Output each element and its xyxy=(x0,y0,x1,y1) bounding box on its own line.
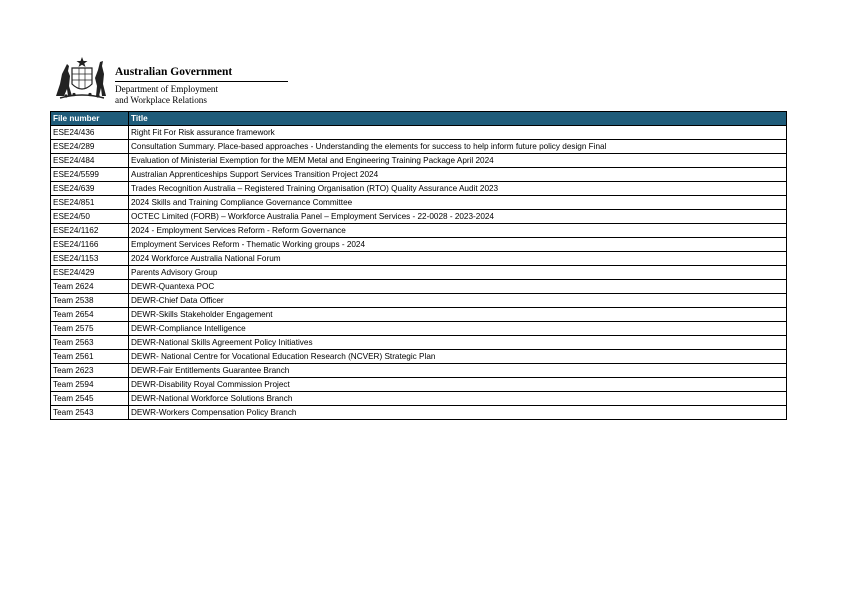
table-row xyxy=(51,364,787,378)
file-number-cell: Team 2545 xyxy=(51,392,129,406)
title-cell: DEWR-Workers Compensation Policy Branch xyxy=(129,406,787,420)
table-row xyxy=(51,140,787,154)
title-cell: DEWR-National Workforce Solutions Branch xyxy=(129,392,787,406)
government-logo xyxy=(52,56,242,108)
file-number-cell: Team 2594 xyxy=(51,378,129,392)
title-cell: Right Fit For Risk assurance framework xyxy=(129,126,787,140)
table-row xyxy=(51,168,787,182)
table-row xyxy=(51,252,787,266)
table-row xyxy=(51,182,787,196)
table-row xyxy=(51,224,787,238)
file-number-cell: ESE24/436 xyxy=(51,126,129,140)
title-cell: DEWR-Fair Entitlements Guarantee Branch xyxy=(129,364,787,378)
title-cell: DEWR-Quantexa POC xyxy=(129,280,787,294)
table-row xyxy=(51,294,787,308)
file-number-cell: ESE24/1153 xyxy=(51,252,129,266)
file-number-cell: Team 2538 xyxy=(51,294,129,308)
title-cell: DEWR-Skills Stakeholder Engagement xyxy=(129,308,787,322)
file-number-cell: ESE24/1162 xyxy=(51,224,129,238)
title-cell: 2024 - Employment Services Reform - Reform Governance xyxy=(129,224,787,238)
file-number-cell: ESE24/5599 xyxy=(51,168,129,182)
file-number-cell: Team 2654 xyxy=(51,308,129,322)
title-cell: OCTEC Limited (FORB) – Workforce Australia Panel – Employment Services - 22-0028 - 2023-2024 xyxy=(129,210,787,224)
table-row xyxy=(51,322,787,336)
table-body xyxy=(51,126,787,420)
table-row xyxy=(51,378,787,392)
title-cell: Parents Advisory Group xyxy=(129,266,787,280)
title-cell: 2024 Workforce Australia National Forum xyxy=(129,252,787,266)
table-row xyxy=(51,210,787,224)
title-cell: DEWR- National Centre for Vocational Education Research (NCVER) Strategic Plan xyxy=(129,350,787,364)
title-cell: Consultation Summary. Place-based approaches - Understanding the elements for success to help inform future policy design Final xyxy=(129,140,787,154)
table-row xyxy=(51,266,787,280)
table-row xyxy=(51,126,787,140)
title-cell: Employment Services Reform - Thematic Working groups - 2024 xyxy=(129,238,787,252)
file-number-cell: ESE24/639 xyxy=(51,182,129,196)
file-number-cell: ESE24/50 xyxy=(51,210,129,224)
title-cell: Australian Apprenticeships Support Services Transition Project 2024 xyxy=(129,168,787,182)
title-cell: DEWR-National Skills Agreement Policy Initiatives xyxy=(129,336,787,350)
title-cell: DEWR-Compliance Intelligence xyxy=(129,322,787,336)
department-line-2: and Workplace Relations xyxy=(115,95,207,105)
file-number-cell: Team 2563 xyxy=(51,336,129,350)
title-cell: 2024 Skills and Training Compliance Governance Committee xyxy=(129,196,787,210)
department-name xyxy=(115,84,218,106)
file-number-cell: Team 2575 xyxy=(51,322,129,336)
logo-divider xyxy=(115,81,288,82)
file-number-cell: ESE24/484 xyxy=(51,154,129,168)
table-row xyxy=(51,238,787,252)
title-cell: DEWR-Chief Data Officer xyxy=(129,294,787,308)
table-row xyxy=(51,336,787,350)
table-row xyxy=(51,280,787,294)
title-cell: Evaluation of Ministerial Exemption for the MEM Metal and Engineering Training Package April 2024 xyxy=(129,154,787,168)
table-header-row xyxy=(51,112,787,126)
file-number-cell: Team 2543 xyxy=(51,406,129,420)
file-table xyxy=(50,111,787,420)
table-row xyxy=(51,154,787,168)
table-row xyxy=(51,392,787,406)
file-number-cell: Team 2561 xyxy=(51,350,129,364)
department-line-1: Department of Employment xyxy=(115,84,219,94)
file-number-cell: Team 2624 xyxy=(51,280,129,294)
table-row xyxy=(51,308,787,322)
file-number-cell: ESE24/289 xyxy=(51,140,129,154)
coat-of-arms-icon xyxy=(52,56,112,100)
file-number-cell: ESE24/1166 xyxy=(51,238,129,252)
column-header-file-number: File number xyxy=(51,112,129,126)
file-number-cell: Team 2623 xyxy=(51,364,129,378)
government-name: Australian Government xyxy=(115,66,233,78)
table-row xyxy=(51,196,787,210)
file-number-cell: ESE24/851 xyxy=(51,196,129,210)
column-header-title: Title xyxy=(129,112,787,126)
table-row xyxy=(51,350,787,364)
title-cell: Trades Recognition Australia – Registered Training Organisation (RTO) Quality Assurance Audit 2023 xyxy=(129,182,787,196)
file-number-cell: ESE24/429 xyxy=(51,266,129,280)
table-row xyxy=(51,406,787,420)
title-cell: DEWR-Disability Royal Commission Project xyxy=(129,378,787,392)
